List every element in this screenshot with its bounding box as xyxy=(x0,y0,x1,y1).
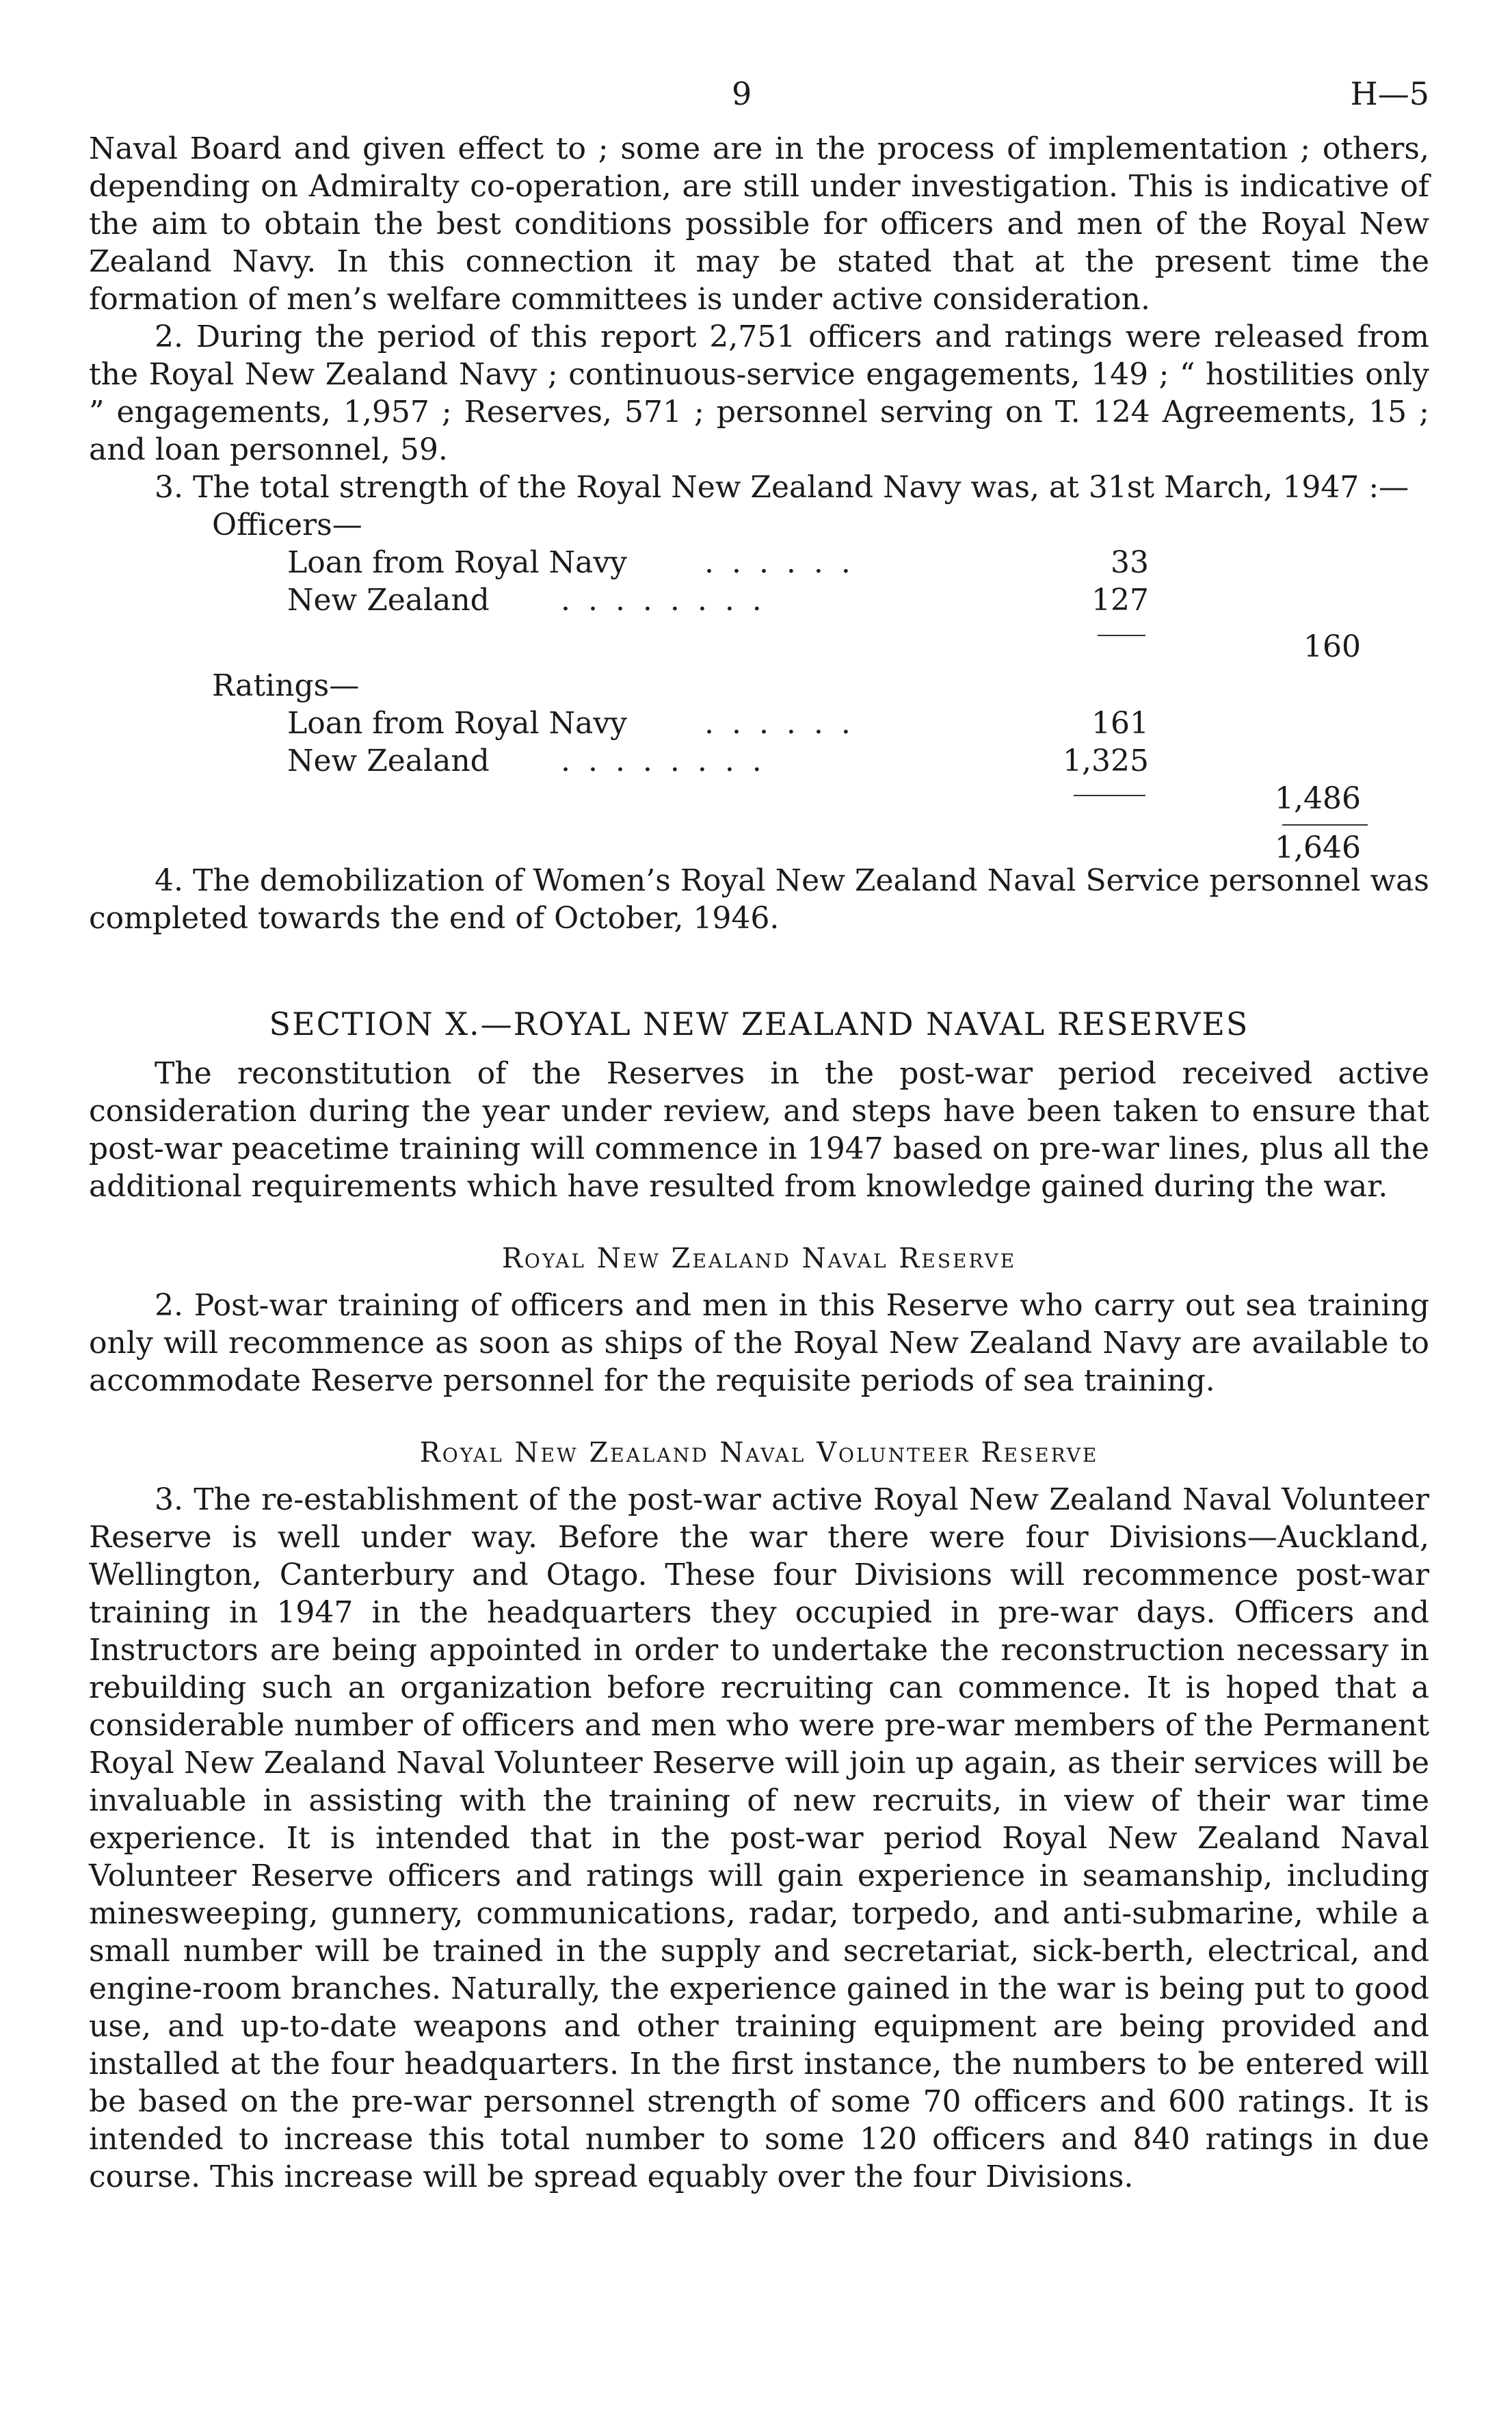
rnznvr-heading: Royal New Zealand Naval Volunteer Reserve xyxy=(419,1437,1099,1469)
ratings-heading: Ratings— xyxy=(212,668,360,703)
ratings-loan-leader: . . . . . . xyxy=(704,706,855,741)
page-number: 9 xyxy=(732,75,752,112)
officers-subtotal-rule xyxy=(1098,635,1145,636)
document-code: H—5 xyxy=(1350,75,1429,112)
officers-nz-label: New Zealand xyxy=(287,583,490,618)
rnznvr-paragraph: 3. The re-establishment of the post-war active Royal New Zealand Naval Volunteer Reserve is well under way. Before the war there were four Divisions—Auckland, Wellington, Canterbury and Otago. These four Divisions will recommence post-war training in 1947 in the headquarters they occupied in pre-war days. Officers and Instructors are being appointed in order to undertake the reconstruction necessary in rebuilding such an organization before recruiting can commence. It is hoped that a considerable number of officers and men who were pre-war members of the Permanent Royal New Zealand Naval Volunteer Reserve will join up again, as their services will be invaluable in assisting with the training of new recruits, in view of their war time experience. It is intended that in the post-war period Royal New Zealand Naval Volunteer Reserve officers and ratings will gain experience in seamanship, including minesweeping, gunnery, communications, radar, torpedo, and anti-submarine, while a small number will be trained in the supply and secretariat, sick-berth, electrical, and engine-room branches. Naturally, the experience gained in the war is being put to good use, and up-to-date weapons and other training equipment are being provided and installed at the four headquarters. In the first instance, the numbers to be entered will be based on the pre-war personnel strength of some 70 officers and 600 ratings. It is intended to increase this total number to some 120 officers and 840 ratings in due course. This increase will be spread equably over the four Divisions. xyxy=(89,1482,1429,2194)
ratings-loan-value: 161 xyxy=(1091,706,1149,741)
officers-heading: Officers— xyxy=(212,508,362,542)
officers-total: 160 xyxy=(1303,629,1361,664)
ratings-nz-label: New Zealand xyxy=(287,744,490,778)
strength-table xyxy=(89,506,1429,865)
grand-total-rule xyxy=(1282,824,1368,826)
paragraph-4-demobilization: 4. The demobilization of Women’s Royal New Zealand Naval Service personnel was completed towards the end of October, 1946. xyxy=(89,863,1429,936)
ratings-loan-label: Loan from Royal Navy xyxy=(287,706,627,741)
officers-loan-label: Loan from Royal Navy xyxy=(287,545,627,580)
ratings-nz-value: 1,325 xyxy=(1063,744,1149,778)
paragraph-3-total-strength: 3. The total strength of the Royal New Zealand Navy was, at 31st March, 1947 :— xyxy=(155,470,1409,505)
rnzn-reserve-paragraph: 2. Post-war training of officers and men in this Reserve who carry out sea training only will recommence as soon as ships of the Royal New Zealand Navy are available to accommodate Reserve personnel for the requisite periods of sea training. xyxy=(89,1288,1429,1398)
section-x-intro: The reconstitution of the Reserves in the post-war period received active consideration during the year under review, and steps have been taken to ensure that post-war peacetime training will commence in 1947 based on pre-war lines, plus all the additional requirements which have resulted from knowledge gained during the war. xyxy=(89,1056,1429,1204)
officers-nz-value: 127 xyxy=(1091,583,1149,618)
officers-loan-value: 33 xyxy=(1111,545,1149,580)
ratings-total: 1,486 xyxy=(1275,781,1361,816)
officers-loan-leader: . . . . . . xyxy=(704,545,855,580)
ratings-nz-leader: . . . . . . . . xyxy=(561,744,766,778)
officers-nz-leader: . . . . . . . . xyxy=(561,583,766,618)
rnzn-reserve-heading: Royal New Zealand Naval Reserve xyxy=(501,1243,1017,1274)
paragraph-2-releases: 2. During the period of this report 2,751 officers and ratings were released from the Royal New Zealand Navy ; continuous-service engagements, 149 ; “ hostilities only ” engagements, 1,957 ; Reserves, 571 ; personnel serving on T. 124 Agreements, 15 ; and loan personnel, 59. xyxy=(89,319,1429,467)
document-page xyxy=(89,75,1429,2196)
page-header xyxy=(89,75,1429,130)
section-x-title: SECTION X.—ROYAL NEW ZEALAND NAVAL RESERVES xyxy=(269,1006,1249,1042)
grand-total: 1,646 xyxy=(1275,830,1361,865)
intro-paragraph: Naval Board and given effect to ; some are in the process of implementation ; others, depending on Admiralty co-operation, are still under investigation. This is indicative of the aim to obtain the best conditions possible for officers and men of the Royal New Zealand Navy. In this connection it may be stated that at the present time the formation of men’s welfare committees is under active consideration. xyxy=(89,131,1429,317)
ratings-subtotal-rule xyxy=(1074,795,1145,796)
